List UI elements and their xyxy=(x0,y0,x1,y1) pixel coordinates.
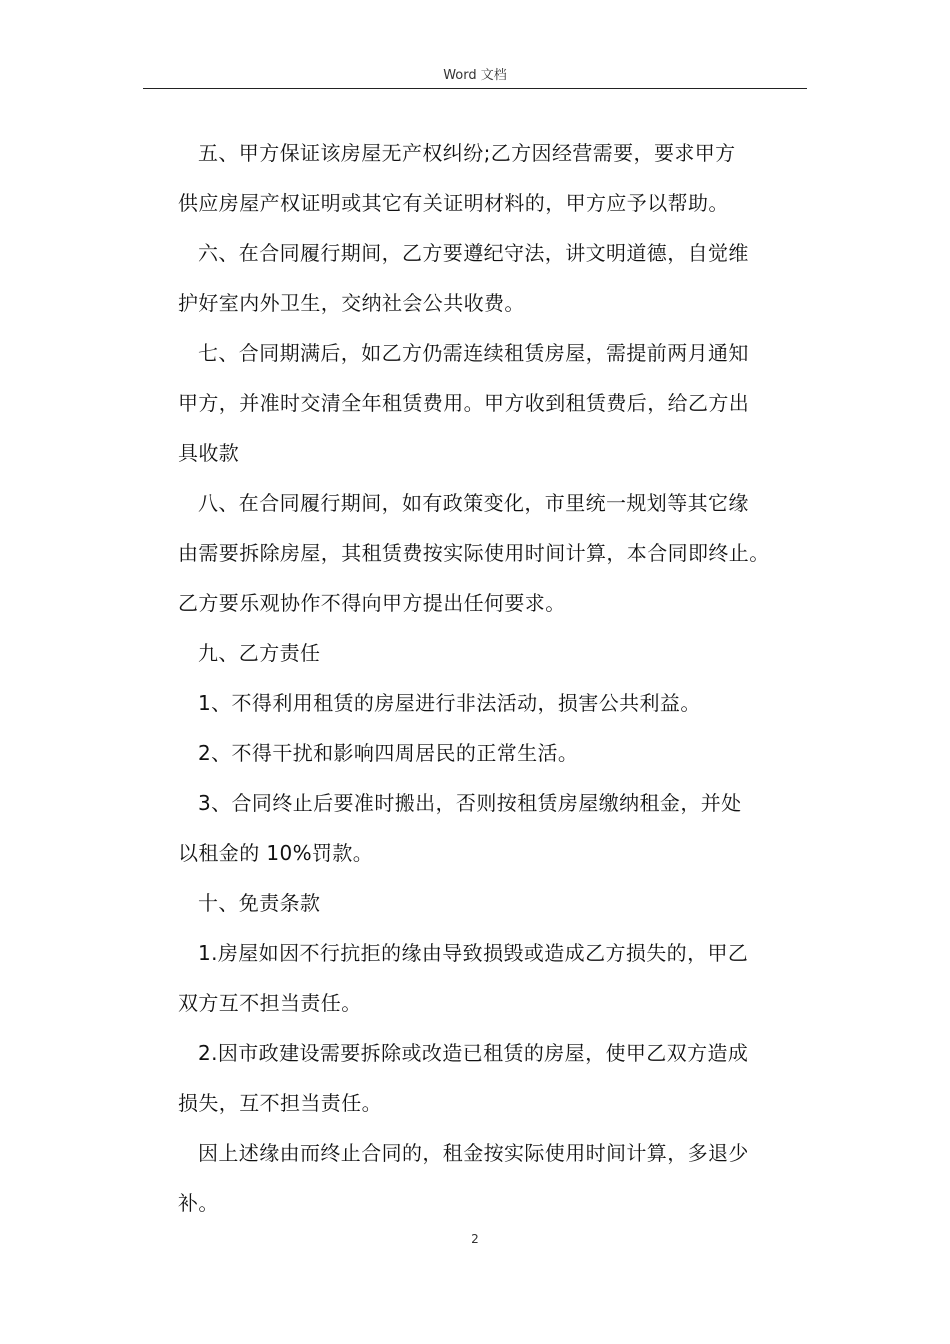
section-heading: 九、乙方责任 xyxy=(198,641,321,665)
paragraph-line: 乙方要乐观协作不得向甲方提出任何要求。 xyxy=(178,591,566,615)
paragraph-line: 1.房屋如因不行抗拒的缘由导致损毁或造成乙方损失的，甲乙 xyxy=(198,941,749,965)
paragraph-line: 护好室内外卫生，交纳社会公共收费。 xyxy=(178,291,525,315)
paragraph-line: 甲方，并准时交清全年租赁费用。甲方收到租赁费后，给乙方出 xyxy=(178,391,750,415)
paragraph-line: 供应房屋产权证明或其它有关证明材料的，甲方应予以帮助。 xyxy=(178,191,729,215)
paragraph-line: 由需要拆除房屋，其租赁费按实际使用时间计算，本合同即终止。 xyxy=(178,541,770,565)
paragraph-line: 以租金的 10%罚款。 xyxy=(178,841,374,865)
paragraph-line: 3、合同终止后要准时搬出，否则按租赁房屋缴纳租金，并处 xyxy=(198,791,742,815)
section-heading: 十、免责条款 xyxy=(198,891,321,915)
paragraph-line: 六、在合同履行期间，乙方要遵纪守法，讲文明道德，自觉维 xyxy=(198,241,749,265)
paragraph-line: 补。 xyxy=(178,1191,219,1215)
paragraph-line: 因上述缘由而终止合同的，租金按实际使用时间计算，多退少 xyxy=(198,1141,749,1165)
page-header-title: Word 文档 xyxy=(443,68,507,83)
paragraph-line: 2、不得干扰和影响四周居民的正常生活。 xyxy=(198,741,579,765)
paragraph-line: 八、在合同履行期间，如有政策变化，市里统一规划等其它缘 xyxy=(198,491,749,515)
document-body xyxy=(178,128,828,1228)
paragraph-line: 五、甲方保证该房屋无产权纠纷;乙方因经营需要，要求甲方 xyxy=(198,141,736,165)
page-number: 2 xyxy=(471,1232,479,1246)
paragraph-line: 2.因市政建设需要拆除或改造已租赁的房屋，使甲乙双方造成 xyxy=(198,1041,749,1065)
paragraph-line: 损失，互不担当责任。 xyxy=(178,1091,382,1115)
paragraph-line: 双方互不担当责任。 xyxy=(178,991,362,1015)
paragraph-line: 具收款 xyxy=(178,441,240,465)
paragraph-line: 1、不得利用租赁的房屋进行非法活动，损害公共利益。 xyxy=(198,691,701,715)
header-divider xyxy=(143,88,807,89)
paragraph-line: 七、合同期满后，如乙方仍需连续租赁房屋，需提前两月通知 xyxy=(198,341,749,365)
